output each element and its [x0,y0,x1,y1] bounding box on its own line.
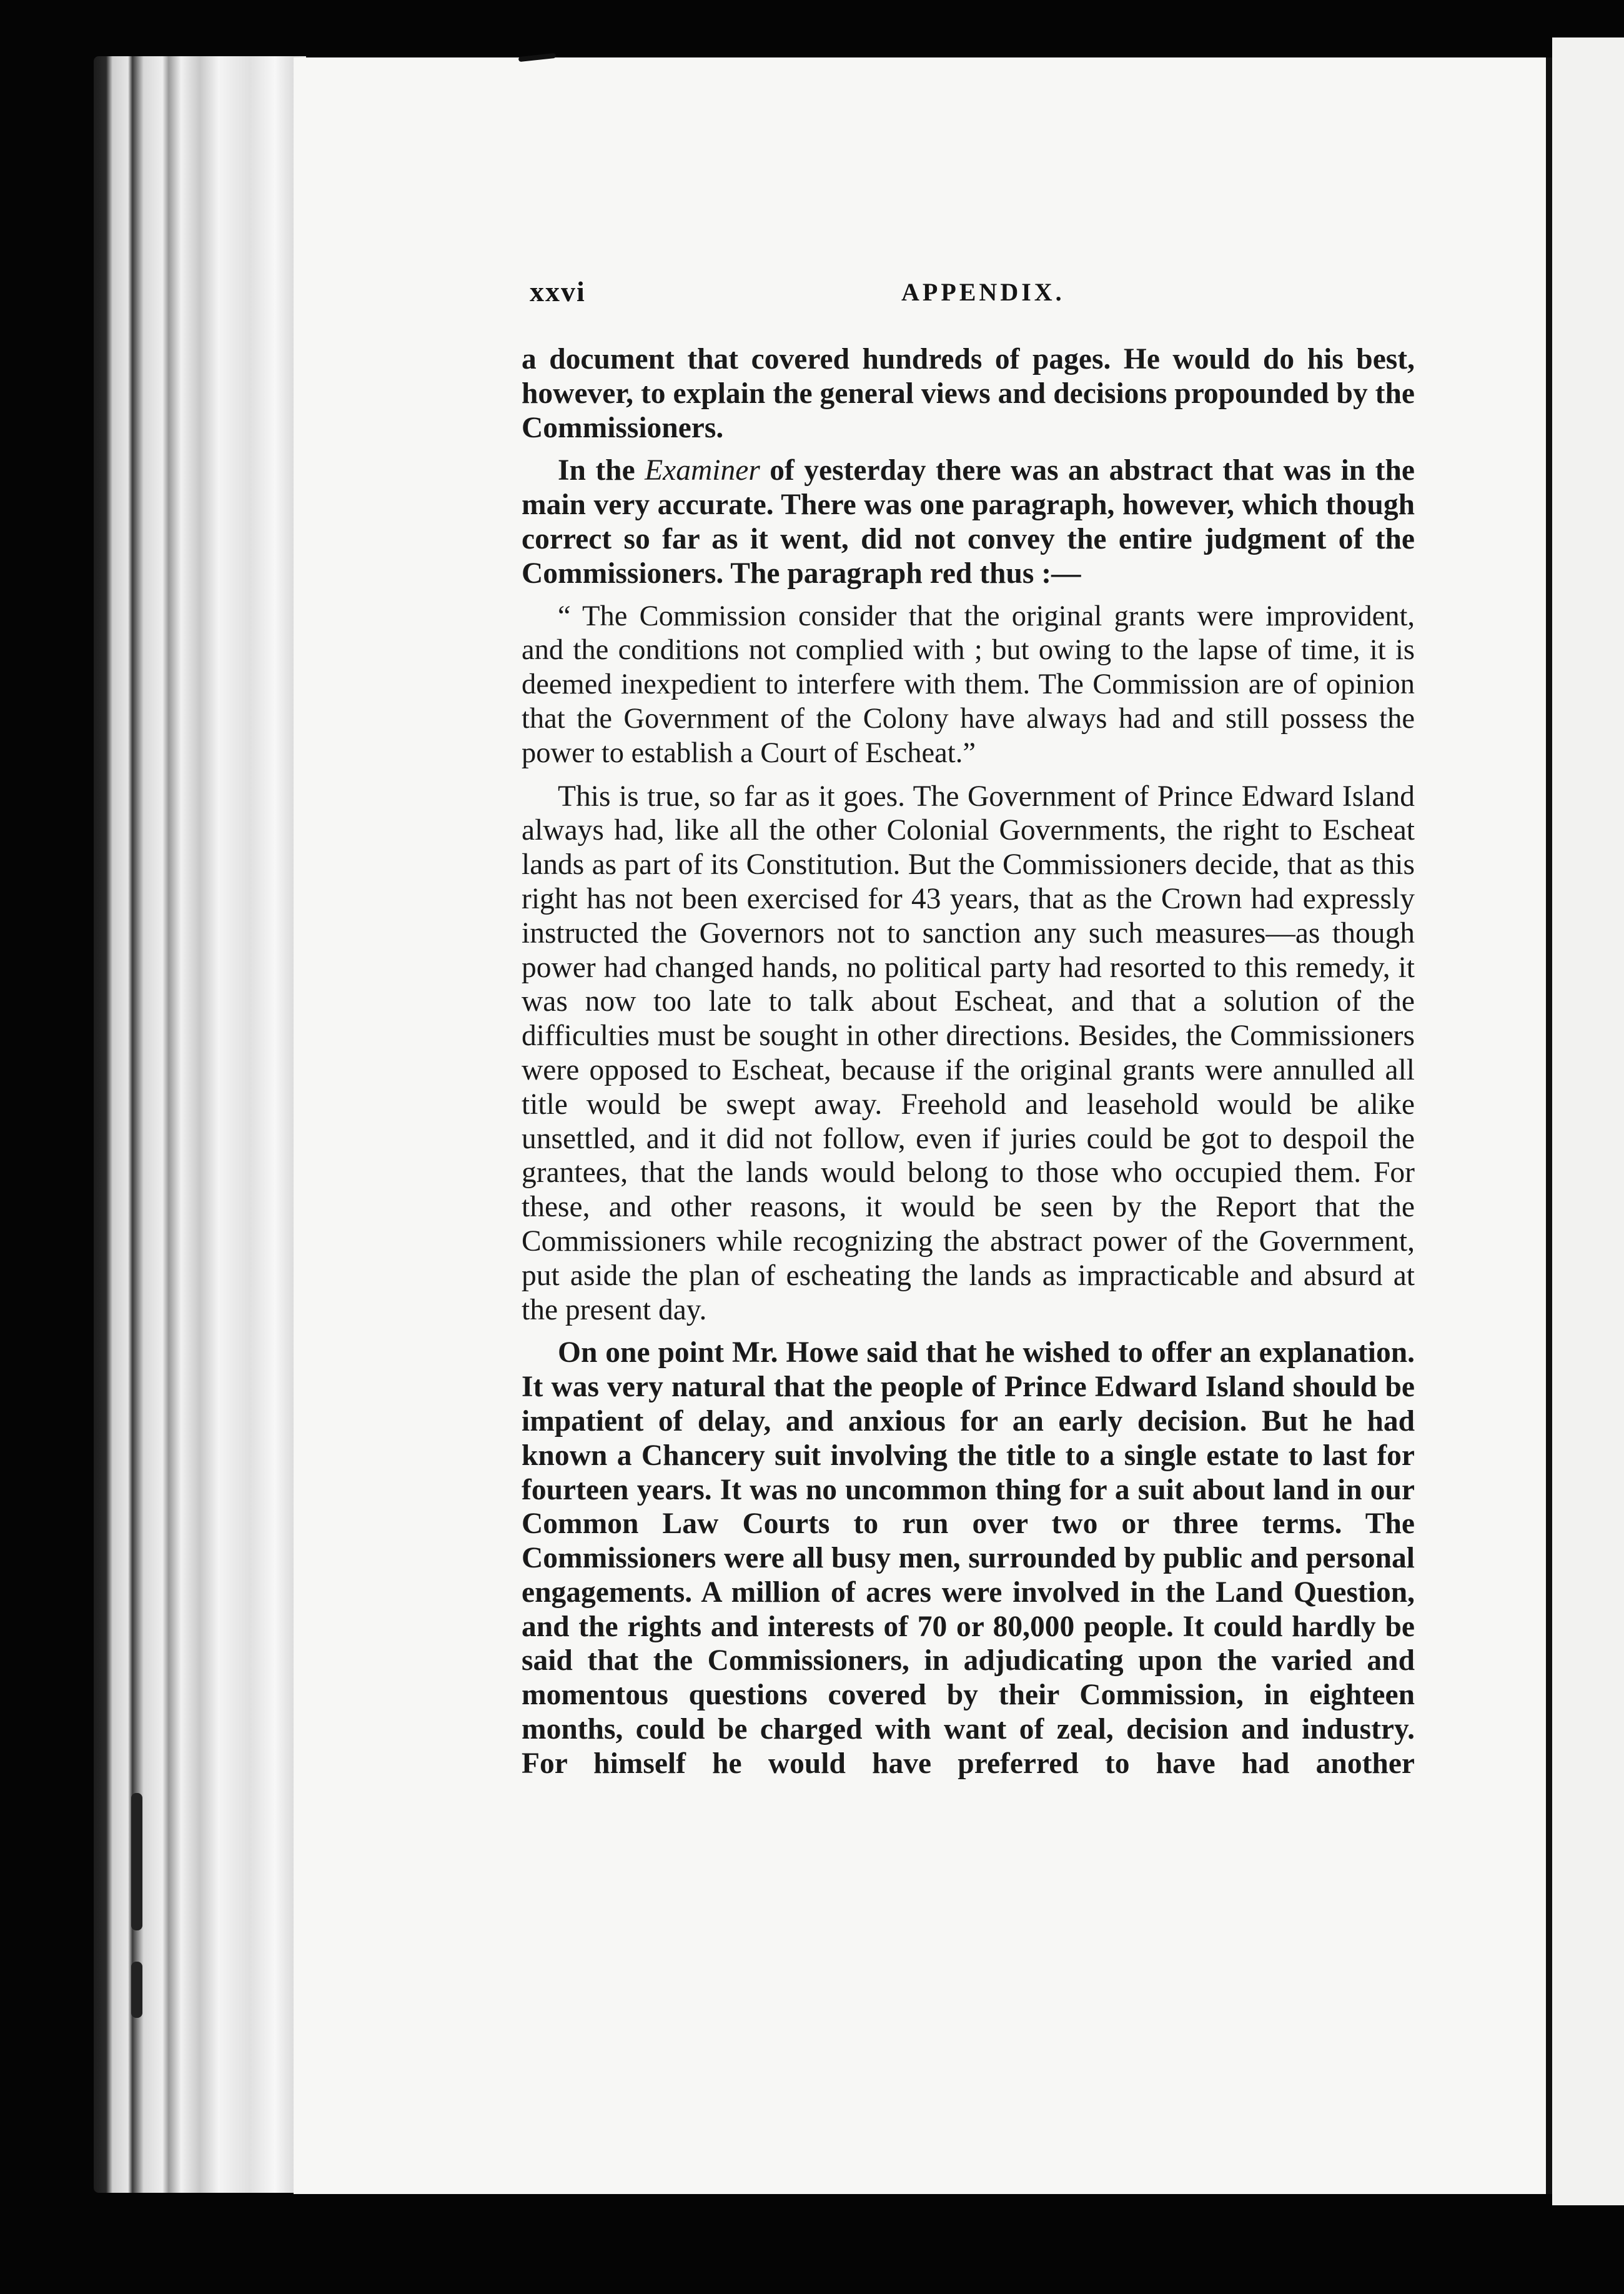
section-title: APPENDIX. [901,278,1065,306]
paragraph-examiner [522,454,1415,590]
facing-page-edge [1552,37,1624,2205]
newspaper-title: Examiner [645,454,760,487]
page-number: xxvi [530,276,586,307]
page-edge-smudge [131,1793,142,1930]
paragraph-continuation: a document that covered hundreds of pages. He would do his best, however, to explain the general views and decisions propounded by the Commissioners. [522,343,1415,444]
paragraph-escheat: This is true, so far as it goes. The Government of Prince Edward Island always had, like all the other Colonial Governments, the right to Escheat lands as part of its Constitution. But the Commissioners decide, that as this right has not been exercised for 43 years, that as the Crown had expressly instructed the Governors not to sanction any such measures—as though power had changed hands, no political party had resorted to this remedy, it was now too late to talk about Escheat, and that a solution of the difficulties must be sought in other directions. Besides, the Commissioners were opposed to Escheat, because if the original grants were annulled all title would be swept away. Freehold and leasehold would be alike unsettled, and it did not follow, even if juries could be got to despoil the grantees, that the lands would belong to those who occupied them. For these, and other reasons, it would be seen by the Report that the Commissioners while recognizing the abstract power of the Government, put aside the plan of escheating the lands as impracticable and absurd at the present day. [522,780,1415,1326]
paragraph-body: of yesterday there was an abstract that was in the main very accurate. There was one paragraph, however, which though correct so far as it went, did not convey the entire judgment of the Commissioners. The paragraph red thus :— [522,454,1415,590]
text-body [522,342,1415,1790]
paragraph-lead: In the [558,454,645,487]
running-head [530,275,1414,319]
paragraph-howe: On one point Mr. Howe said that he wished to offer an explanation. It was very natural that the people of Prince Edward Island should be impatient of delay, and anxious for an early decision. But he had known a Chancery suit involving the title to a single estate to last for fourteen years. It was no uncommon thing for a suit about land in our Common Law Courts to run over two or three terms. The Commissioners were all busy men, surrounded by public and personal engagements. A million of acres were involved in the Land Question, and the rights and interests of 70 or 80,000 people. It could hardly be said that the Commissioners, in adjudicating upon the varied and momentous questions covered by their Commission, in eighteen months, could be charged with want of zeal, decision and industry. For himself he would have preferred to have had another [522,1336,1415,1780]
page-gutter [1546,57,1552,2194]
book-page-edges [94,56,306,2193]
page-edge-smudge [131,1962,142,2018]
quoted-paragraph: “ The Commission consider that the original grants were improvident, and the conditions not complied with ; but owing to the lapse of time, it is deemed inexpedient to interfere with them. The Commission are of opinion that the Government of the Colony have always had and still possess the power to establish a Court of Escheat.” [522,600,1415,769]
